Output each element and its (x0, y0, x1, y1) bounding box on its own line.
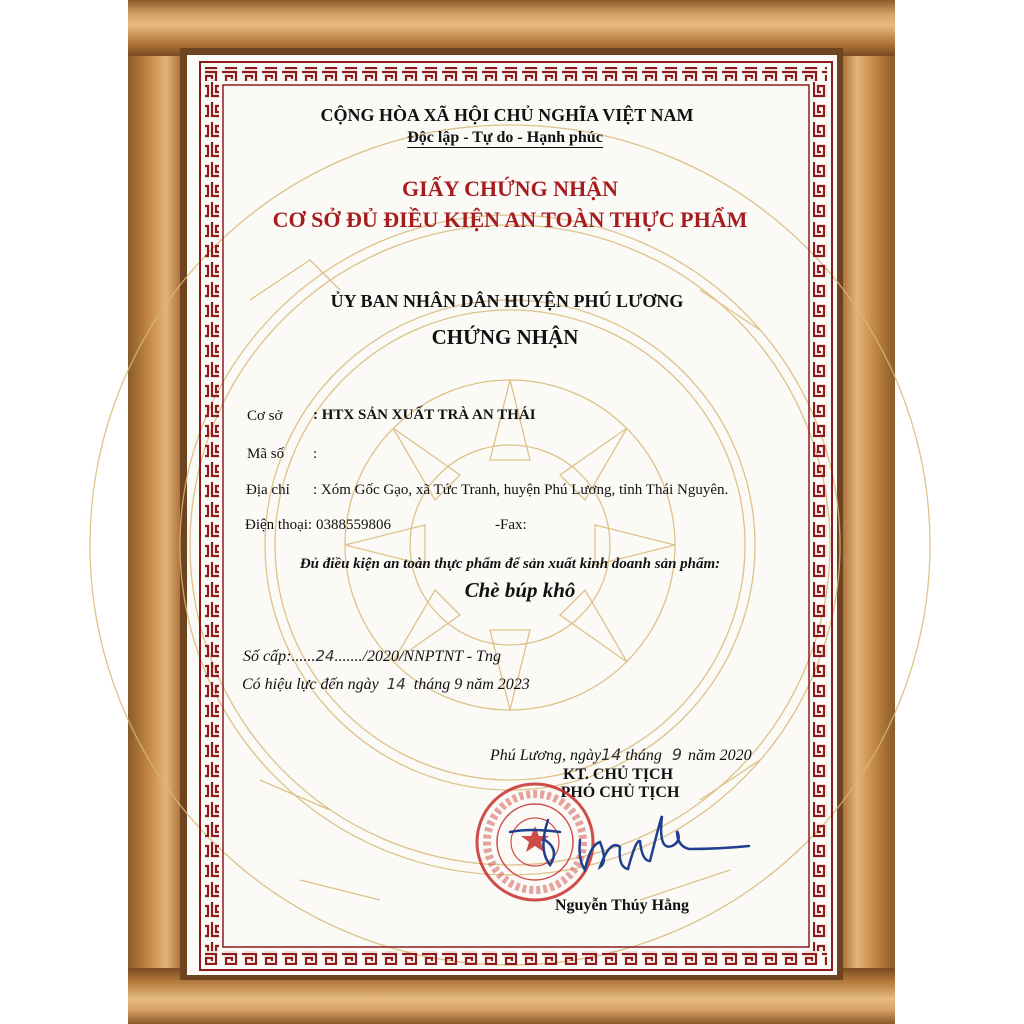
country-name: CỘNG HÒA XÃ HỘI CHỦ NGHĨA VIỆT NAM (320, 105, 694, 125)
certificate-title: GIẤY CHỨNG NHẬN (402, 176, 618, 201)
official-seal (477, 784, 593, 900)
validity-rest: tháng 9 năm 2023 (413, 676, 530, 693)
phone-label: Điện thoại: (245, 517, 313, 533)
month-label: tháng (625, 747, 662, 764)
facility-value: : HTX SẢN XUẤT TRÀ AN THÁI (313, 407, 536, 423)
eligibility-statement: Đủ điều kiện an toàn thực phẩm để sản xuất kinh doanh sản phẩm: (299, 556, 721, 572)
number-handwritten: 24 (315, 647, 335, 665)
place-date-prefix: Phú Lương, ngày (490, 747, 602, 764)
validity-prefix: Có hiệu lực đến ngày (242, 676, 379, 693)
handwritten-signature (510, 816, 749, 870)
date-year: năm 2020 (688, 747, 752, 764)
number-suffix: ......./2020/NNPTNT - Tng (334, 648, 501, 665)
date-month: 9 (671, 745, 683, 764)
code-label: Mã số (247, 446, 285, 462)
phone-value: 0388559806 (316, 517, 391, 533)
number-prefix: Số cấp:...... (243, 648, 316, 665)
facility-label: Cơ sở (247, 408, 283, 424)
fax-label: -Fax: (495, 517, 527, 533)
product-name: Chè búp khô (464, 578, 576, 602)
national-motto: Độc lập - Tự do - Hạnh phúc (407, 129, 603, 146)
certificate-subtitle: CƠ SỞ ĐỦ ĐIỀU KIỆN AN TOÀN THỰC PHẨM (272, 207, 748, 232)
validity-day: 14 (386, 675, 406, 693)
signer-name: Nguyễn Thúy Hằng (555, 897, 689, 914)
certifies-heading: CHỨNG NHẬN (431, 325, 579, 349)
signer-role-2: PHÓ CHỦ TỊCH (560, 784, 680, 801)
issuing-authority: ỦY BAN NHÂN DÂN HUYỆN PHÚ LƯƠNG (330, 291, 684, 311)
address-value: : Xóm Gốc Gạo, xã Tức Tranh, huyện Phú Lương, tỉnh Thái Nguyên. (313, 482, 729, 498)
code-value: : (313, 446, 318, 462)
date-day: 14 (601, 745, 622, 764)
address-label: Địa chỉ (246, 482, 290, 498)
signer-role-1: KT. CHỦ TỊCH (562, 766, 674, 783)
